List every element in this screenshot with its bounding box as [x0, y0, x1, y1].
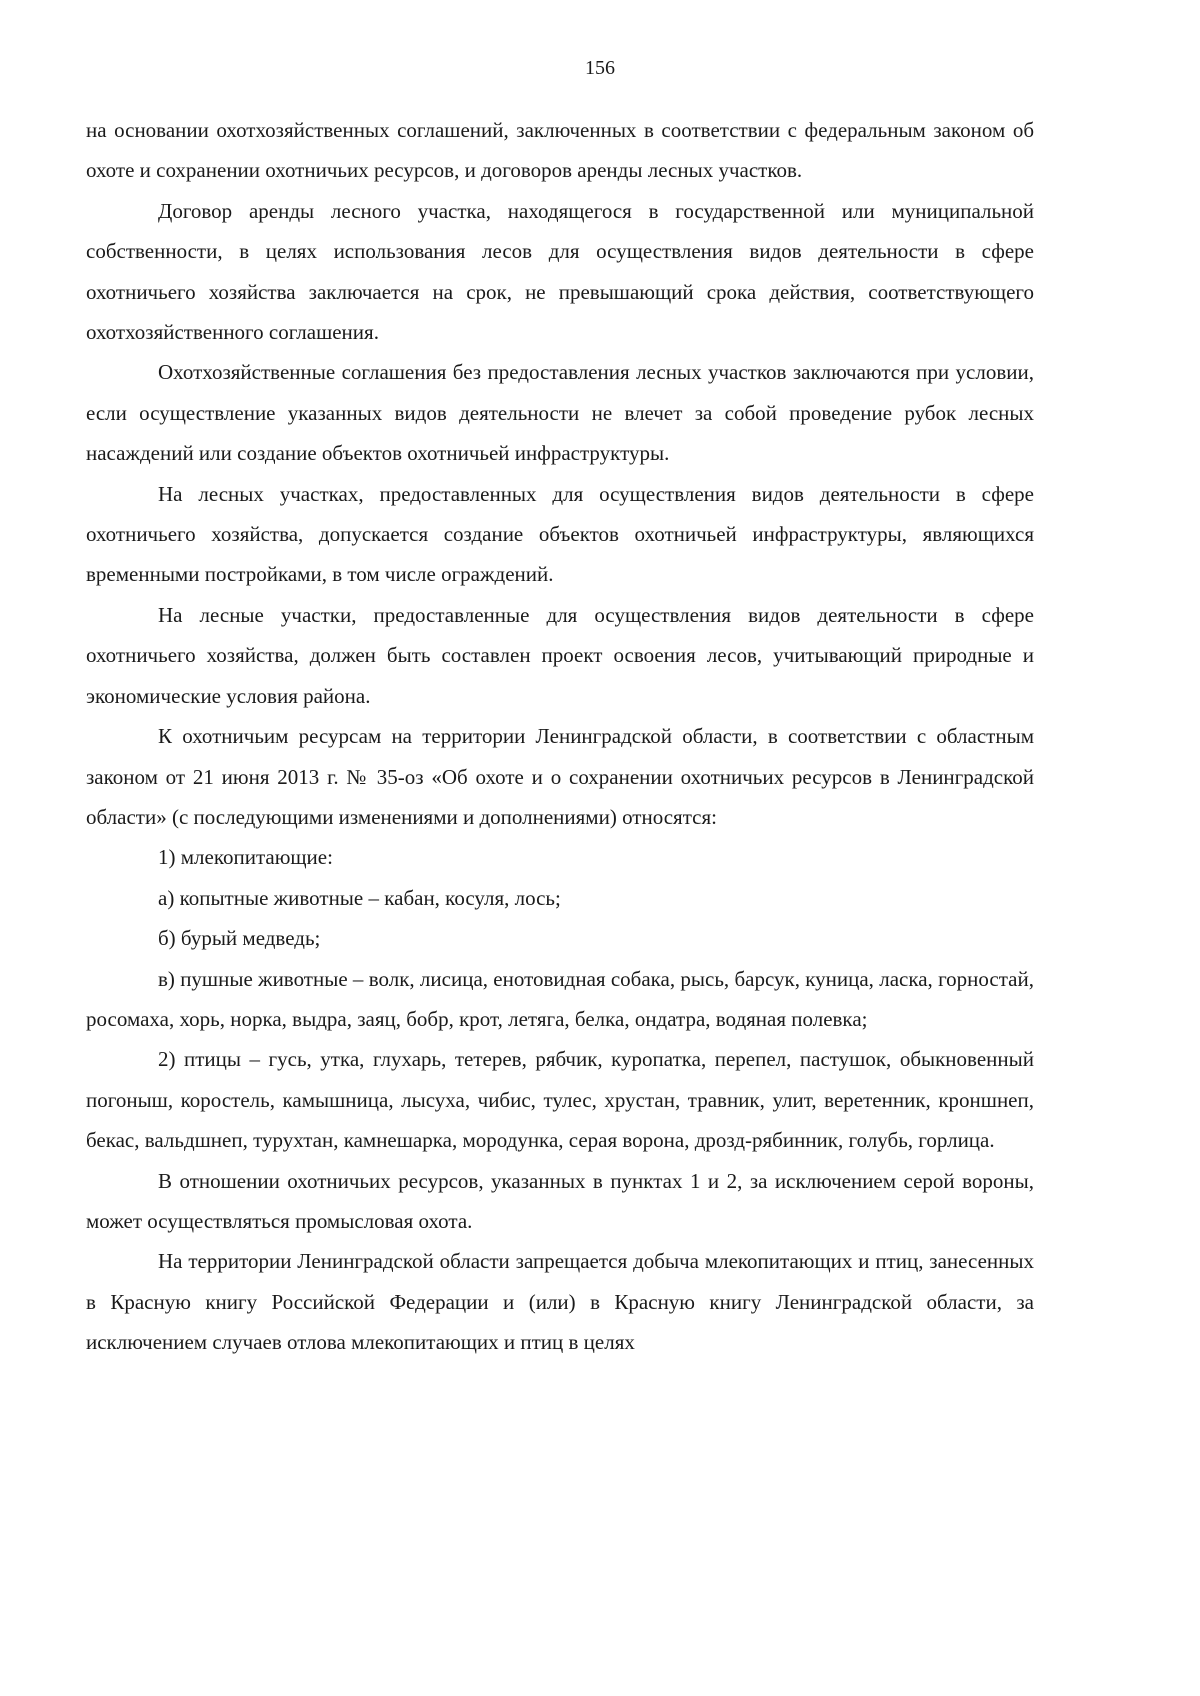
paragraph: 2) птицы – гусь, утка, глухарь, тетерев, рябчик, куропатка, перепел, пастушок, обыкновенный погоныш, коростель, камышница, лысуха, чибис, тулес, хрустан, травник, улит, веретенник, кроншнеп, бекас, вальдшнеп, турухтан, камнешарка, мородунка, серая ворона, дрозд-рябинник, голубь, горлица. [86, 1047, 1034, 1153]
paragraph: На территории Ленинградской области запрещается добыча млекопитающих и птиц, занесенных в Красную книгу Российской Федерации и (или) в Красную книгу Ленинградской области, за исключением случаев отлова млекопитающих и птиц в целях [86, 1249, 1034, 1355]
paragraph: На лесных участках, предоставленных для осуществления видов деятельности в сфере охотничьего хозяйства, допускается создание объектов охотничьей инфраструктуры, являющихся временными постройками, в том числе ограждений. [86, 481, 1034, 587]
paragraph: В отношении охотничьих ресурсов, указанных в пунктах 1 и 2, за исключением серой вороны, может осуществляться промысловая охота. [86, 1168, 1034, 1233]
paragraph: Охотхозяйственные соглашения без предоставления лесных участков заключаются при условии, если осуществление указанных видов деятельности не влечет за собой проведение рубок лесных насаждений или создание объектов охотничьей инфраструктуры. [86, 360, 1034, 466]
body-text [86, 110, 1034, 1363]
paragraph: в) пушные животные – волк, лисица, енотовидная собака, рысь, барсук, куница, ласка, горностай, росомаха, хорь, норка, выдра, заяц, бобр, крот, летяга, белка, ондатра, водяная полевка; [86, 966, 1034, 1031]
paragraph: Договор аренды лесного участка, находящегося в государственной или муниципальной собственности, в целях использования лесов для осуществления видов деятельности в сфере охотничьего хозяйства заключается на срок, не превышающий срока действия, соответствующего охотхозяйственного соглашения. [86, 198, 1034, 345]
page-number: 156 [585, 57, 615, 79]
paragraph: На лесные участки, предоставленные для осуществления видов деятельности в сфере охотничьего хозяйства, должен быть составлен проект освоения лесов, учитывающий природные и экономические условия района. [86, 602, 1034, 708]
paragraph: К охотничьим ресурсам на территории Ленинградской области, в соответствии с областным законом от 21 июня 2013 г. № 35-оз «Об охоте и о сохранении охотничьих ресурсов в Ленинградской области» (с последующими изменениями и дополнениями) относятся: [86, 724, 1034, 829]
paragraph: 1) млекопитающие: [158, 845, 333, 870]
paragraph: на основании охотхозяйственных соглашений, заключенных в соответствии с федеральным законом об охоте и сохранении охотничьих ресурсов, и договоров аренды лесных участков. [86, 118, 1034, 183]
paragraph: а) копытные животные – кабан, косуля, лось; [158, 885, 561, 910]
paragraph: б) бурый медведь; [158, 926, 321, 951]
